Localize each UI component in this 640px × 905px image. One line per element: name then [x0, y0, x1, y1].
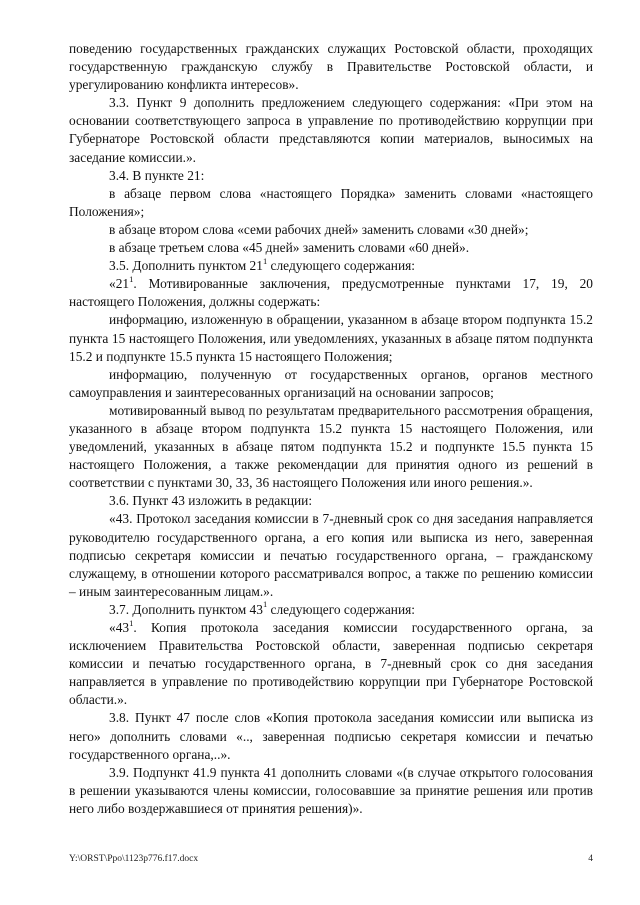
paragraph-text: 3.7. Дополнить пунктом 43	[109, 601, 263, 617]
paragraph	[69, 94, 593, 166]
paragraph-text: в абзаце первом слова «настоящего Порядка» заменить словами «настоящего Положения»;	[69, 185, 593, 219]
paragraph-text: 3.8. Пункт 47 после слов «Копия протокола заседания комиссии или выписка из него» дополнить словами «.., заверенная подписью секретаря комиссии и печатью государственного органа,..».	[69, 710, 593, 762]
superscript: 1	[129, 617, 134, 628]
paragraph	[69, 221, 593, 239]
paragraph	[69, 311, 593, 365]
paragraph-text: следующего содержания:	[267, 258, 416, 274]
paragraph	[69, 40, 593, 94]
paragraph	[69, 366, 593, 402]
paragraph-text: информацию, полученную от государственных органов, органов местного самоуправления и заинтересованных организаций на основании запросов;	[69, 366, 593, 400]
paragraph	[69, 709, 593, 763]
paragraph-text: следующего содержания:	[267, 601, 416, 617]
paragraph	[69, 185, 593, 221]
paragraph-text: поведению государственных гражданских служащих Ростовской области, проходящих государственную гражданскую службу в Правительстве Ростовской области, и урегулированию конфликта интересов».	[69, 41, 593, 93]
paragraph	[69, 492, 593, 510]
superscript: 1	[129, 273, 134, 284]
paragraph	[69, 239, 593, 257]
paragraph	[69, 167, 593, 185]
paragraph	[69, 402, 593, 492]
paragraph-text: 3.5. Дополнить пунктом 21	[109, 258, 263, 274]
paragraph-text: в абзаце третьем слова «45 дней» заменить словами «60 дней».	[109, 240, 470, 256]
paragraph-text: «43	[109, 620, 130, 635]
paragraph-text: . Копия протокола заседания комиссии государственного органа, за исключением Правительства Ростовской области, заверенная подписью секретаря комиссии и печатью государственного органа, в 7-дневный срок со дня заседания направляется в управление по противодействию коррупции при Губернаторе Ростовской области.».	[69, 620, 593, 708]
paragraph-text: информацию, изложенную в обращении, указанном в абзаце втором подпункта 15.2 пункта 15 настоящего Положения, или уведомлениях, указанных в абзаце пятом подпункта 15.2 и подпункте 15.5 пункта 15 настоящего Положения;	[69, 312, 593, 364]
paragraph-text: «21	[109, 276, 130, 292]
superscript: 1	[262, 599, 268, 610]
paragraph-text: . Мотивированные заключения, предусмотренные пунктами 17, 19, 20 настоящего Положения, должны содержать:	[69, 276, 593, 310]
paragraph	[69, 510, 593, 600]
paragraph-text: 3.6. Пункт 43 изложить в редакции:	[109, 493, 313, 509]
footer-page-number: 4	[588, 854, 593, 864]
paragraph	[69, 257, 593, 275]
paragraph-text: в абзаце втором слова «семи рабочих дней» заменить словами «30 дней»;	[109, 221, 529, 237]
document-page	[69, 40, 593, 818]
paragraph	[69, 601, 593, 619]
paragraph-text: 3.3. Пункт 9 дополнить предложением следующего содержания: «При этом на основании соответствующего запроса в управление по противодействию коррупции при Губернаторе Ростовской области представляются копии материалов, выносимых на заседание комиссии.».	[69, 95, 593, 165]
paragraph-text: мотивированный вывод по результатам предварительного рассмотрения обращения, указанного в абзаце втором подпункта 15.2 пункта 15 настоящего Положения, или уведомлений, указанных в абзаце пятом подпункта 15.2 и подпункте 15.5 пункта 15 настоящего Положения, а также рекомендации для принятия одного из решений в соответствии с пунктами 30, 33, 36 настоящего Положения или иного решения.».	[69, 402, 593, 491]
page-footer	[69, 854, 593, 868]
paragraph	[69, 619, 593, 709]
paragraph-text: 3.4. В пункте 21:	[109, 167, 205, 183]
paragraph	[69, 764, 593, 818]
superscript: 1	[262, 255, 268, 266]
paragraph-text: «43. Протокол заседания комиссии в 7-дневный срок со дня заседания направляется руководителю государственного органа, а его копия или выписка из него, заверенная подписью секретаря комиссии и печатью государственного органа, – гражданскому служащему, в отношении которого рассматривался вопрос, а также по решению комиссии – иным заинтересованным лицам.».	[69, 511, 593, 599]
footer-file-path: Y:\ORST\Ppo\1123p776.f17.docx	[69, 854, 199, 864]
paragraph	[69, 275, 593, 311]
paragraph-text: 3.9. Подпункт 41.9 пункта 41 дополнить словами «(в случае открытого голосования в решении указываются члены комиссии, голосовавшие за принятие решения или против него либо воздержавшиеся от принятия решения)».	[69, 764, 593, 816]
